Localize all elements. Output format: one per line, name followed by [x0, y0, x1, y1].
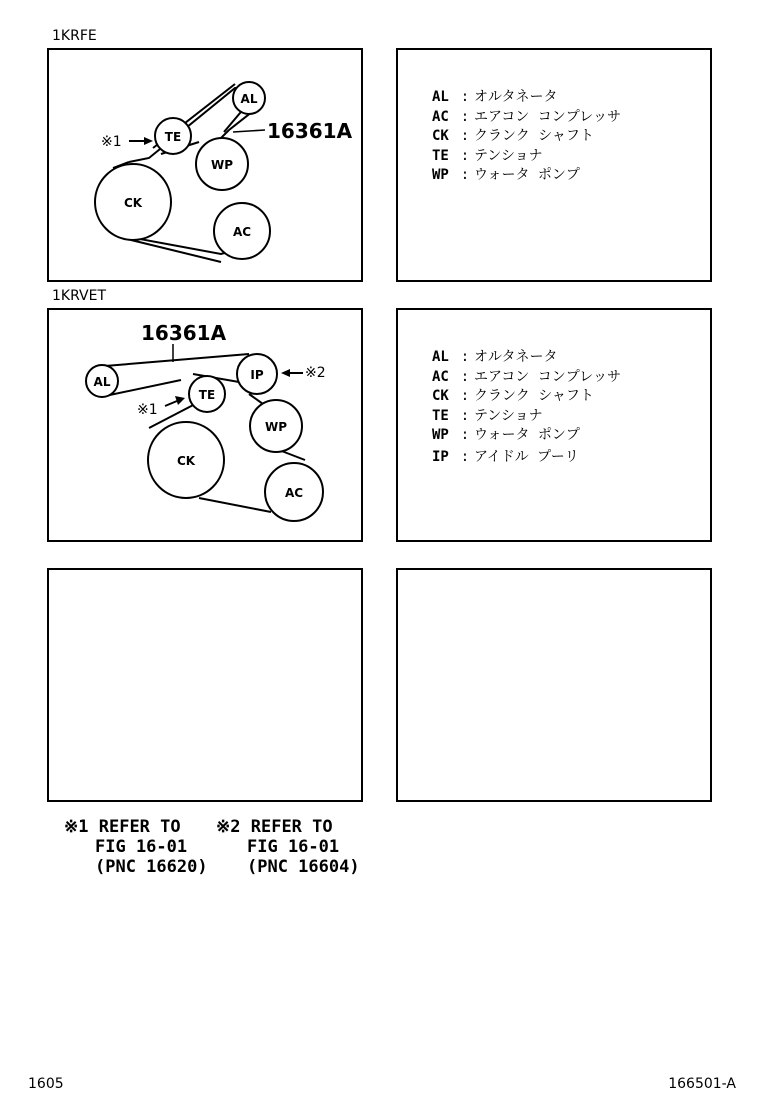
engine-label-1krvet: 1KRVET: [52, 288, 107, 304]
figure-code: 166501-A: [668, 1076, 736, 1092]
pulley-label-ck: CK: [123, 196, 143, 210]
pulley-label-ac: AC: [284, 486, 304, 500]
pulley-label-wp: WP: [210, 158, 234, 172]
ref-mark-2: ※2: [305, 365, 326, 381]
note-line: (PNC 16604): [247, 857, 360, 877]
belt-diagram-svg-1krvet: [49, 310, 365, 544]
legend-row: WP : ウォータ ポンプ: [432, 427, 580, 443]
empty-panel-right: [396, 568, 712, 802]
page-number: 1605: [28, 1076, 64, 1092]
ref-mark-1: ※1: [137, 402, 158, 418]
legend-list-1krfe: [432, 88, 621, 186]
belt-diagram-1krfe: [47, 48, 363, 282]
note-line: FIG 16-01: [95, 837, 188, 857]
engine-label-1krfe: 1KRFE: [52, 28, 97, 44]
ref-mark-1: ※1: [101, 134, 122, 150]
legend-row: WP : ウォータ ポンプ: [432, 167, 580, 183]
note-line: ※2 REFER TO: [216, 817, 333, 837]
legend-panel-1krvet: [396, 308, 712, 542]
reference-note-2: [216, 817, 360, 877]
pulley-label-ip: IP: [250, 368, 264, 382]
pulley-label-te: TE: [164, 130, 182, 144]
legend-row: AL : オルタネータ: [432, 89, 558, 105]
note-line: FIG 16-01: [247, 837, 340, 857]
part-number-label: 16361A: [141, 321, 227, 345]
legend-row: AC : エアコン コンプレッサ: [432, 368, 622, 385]
legend-row: AC : エアコン コンプレッサ: [432, 108, 622, 125]
empty-panel-left: [47, 568, 363, 802]
legend-panel-1krfe: [396, 48, 712, 282]
pulley-label-wp: WP: [264, 420, 288, 434]
pulley-label-al: AL: [240, 92, 258, 106]
part-number-label: 16361A: [267, 119, 353, 143]
pulley-label-te: TE: [198, 388, 216, 402]
reference-note-1: [64, 817, 208, 877]
legend-row: TE : テンショナ: [432, 147, 543, 164]
legend-row: CK : クランク シャフト: [432, 128, 594, 144]
legend-row: CK : クランク シャフト: [432, 388, 594, 404]
belt-diagram-svg-1krfe: [49, 50, 365, 284]
ref-arrow-1: [165, 401, 177, 406]
belt-diagram-1krvet: [47, 308, 363, 542]
legend-list-1krvet: [432, 348, 621, 467]
legend-row: IP : アイドル プーリ: [432, 448, 579, 465]
note-line: (PNC 16620): [95, 857, 208, 877]
legend-row: AL : オルタネータ: [432, 349, 558, 365]
legend-row: TE : テンショナ: [432, 407, 543, 424]
note-line: ※1 REFER TO: [64, 817, 181, 837]
pulley-label-ac: AC: [232, 225, 252, 239]
pulley-label-al: AL: [93, 375, 111, 389]
pulley-label-ck: CK: [176, 454, 196, 468]
